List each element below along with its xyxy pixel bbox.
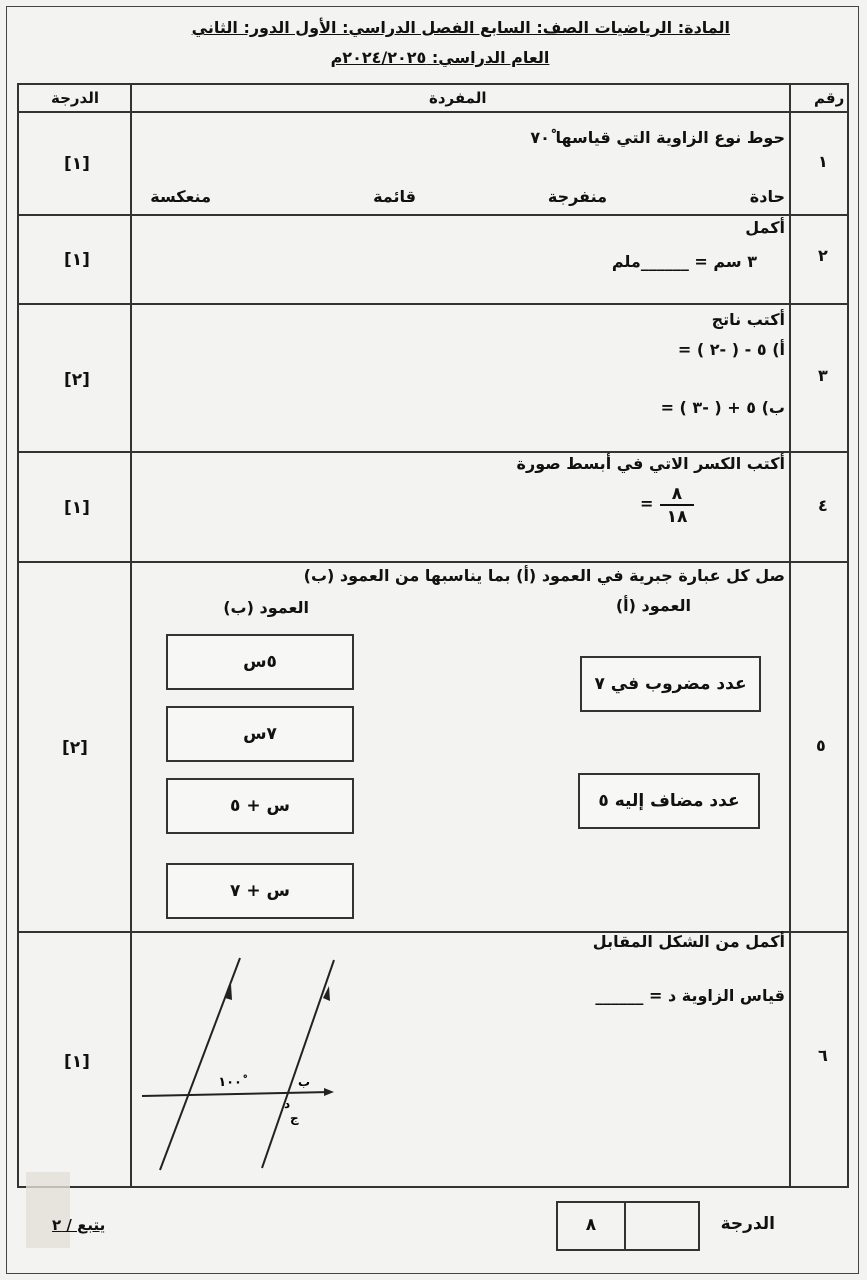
column-b-item[interactable]: س + ٧ bbox=[166, 863, 354, 919]
footer-grade-label: الدرجة bbox=[720, 1214, 775, 1234]
answer-line[interactable]: ٣ سم = ______ملم bbox=[611, 252, 757, 271]
label-d: د bbox=[284, 1097, 291, 1111]
column-b-item[interactable]: ٥س bbox=[166, 634, 354, 690]
question-prompt: أكمل bbox=[745, 218, 785, 237]
row-divider bbox=[19, 111, 847, 113]
parallel-line-left bbox=[160, 958, 240, 1170]
arrow-transversal-icon bbox=[324, 1088, 334, 1096]
question-number: ١ bbox=[818, 152, 828, 171]
question-prompt: أكمل من الشكل المقابل bbox=[592, 932, 785, 951]
equals-sign: = bbox=[640, 494, 654, 513]
fraction-denominator: ١٨ bbox=[666, 507, 688, 527]
watermark-stamp bbox=[26, 1172, 70, 1248]
question-grade: [٢] bbox=[62, 738, 88, 758]
header-year-line: العام الدراسي: ٢٠٢٤/٢٠٢٥م bbox=[330, 48, 550, 67]
option-acute[interactable]: حادة bbox=[749, 187, 785, 206]
question-prompt: أكتب ناتج bbox=[711, 310, 785, 329]
option-reflex[interactable]: منعكسة bbox=[150, 187, 211, 206]
column-header-grade: الدرجة bbox=[51, 89, 99, 107]
fraction-numerator: ٨ bbox=[660, 484, 694, 506]
question-number: ٤ bbox=[818, 496, 828, 515]
row-divider bbox=[19, 561, 847, 563]
question-prompt: أكتب الكسر الاتي في أبسط صورة bbox=[516, 454, 785, 473]
column-a-item[interactable]: عدد مضروب في ٧ bbox=[580, 656, 761, 712]
column-b-item[interactable]: ٧س bbox=[166, 706, 354, 762]
label-b: ب bbox=[298, 1075, 311, 1089]
answer-line[interactable]: قياس الزاوية د = ______ bbox=[595, 986, 785, 1005]
header-subject-line: المادة: الرياضيات الصف: السابع الفصل الدراسي: الأول الدور: الثاني bbox=[191, 18, 730, 37]
column-a-title: العمود (أ) bbox=[615, 596, 691, 615]
row-divider bbox=[19, 214, 847, 216]
total-score: ٨ bbox=[585, 1215, 597, 1235]
angle-label-100: ١٠٠ْ bbox=[218, 1075, 242, 1090]
part-a-expression[interactable]: أ) ٥ - ( -٢ ) = bbox=[677, 340, 785, 359]
score-box bbox=[556, 1201, 700, 1251]
question-grade: [١] bbox=[64, 1052, 90, 1072]
question-grade: [١] bbox=[64, 154, 90, 174]
row-divider bbox=[19, 303, 847, 305]
transversal-line bbox=[142, 1092, 330, 1096]
option-obtuse[interactable]: منفرجة bbox=[547, 187, 607, 206]
part-b-expression[interactable]: ب) ٥ + ( -٣ ) = bbox=[660, 398, 785, 417]
question-grade: [١] bbox=[64, 250, 90, 270]
row-divider bbox=[19, 451, 847, 453]
fraction bbox=[660, 484, 694, 528]
question-number: ٥ bbox=[816, 736, 826, 755]
question-prompt: حوط نوع الزاوية التي قياسها ٧٠ْ bbox=[530, 128, 785, 147]
option-right[interactable]: قائمة bbox=[373, 187, 416, 206]
column-b-item[interactable]: س + ٥ bbox=[166, 778, 354, 834]
column-header-number: رقم bbox=[814, 89, 845, 107]
score-box-divider bbox=[624, 1203, 626, 1249]
question-number: ٢ bbox=[818, 246, 828, 265]
number-column-divider bbox=[789, 85, 791, 1186]
parallel-line-right bbox=[262, 960, 334, 1168]
column-header-item: المفردة bbox=[429, 89, 487, 107]
parallel-lines-figure bbox=[130, 940, 360, 1180]
continue-note: يتبع / ٢ bbox=[52, 1216, 106, 1234]
question-number: ٣ bbox=[818, 366, 828, 385]
column-b-title: العمود (ب) bbox=[223, 598, 309, 617]
label-j: ج bbox=[290, 1111, 299, 1125]
question-grade: [١] bbox=[64, 498, 90, 518]
question-prompt: صل كل عبارة جبرية في العمود (أ) بما يناسبها من العمود (ب) bbox=[303, 566, 785, 585]
column-a-item[interactable]: عدد مضاف إليه ٥ bbox=[578, 773, 760, 829]
question-number: ٦ bbox=[818, 1046, 828, 1065]
question-grade: [٢] bbox=[64, 370, 90, 390]
